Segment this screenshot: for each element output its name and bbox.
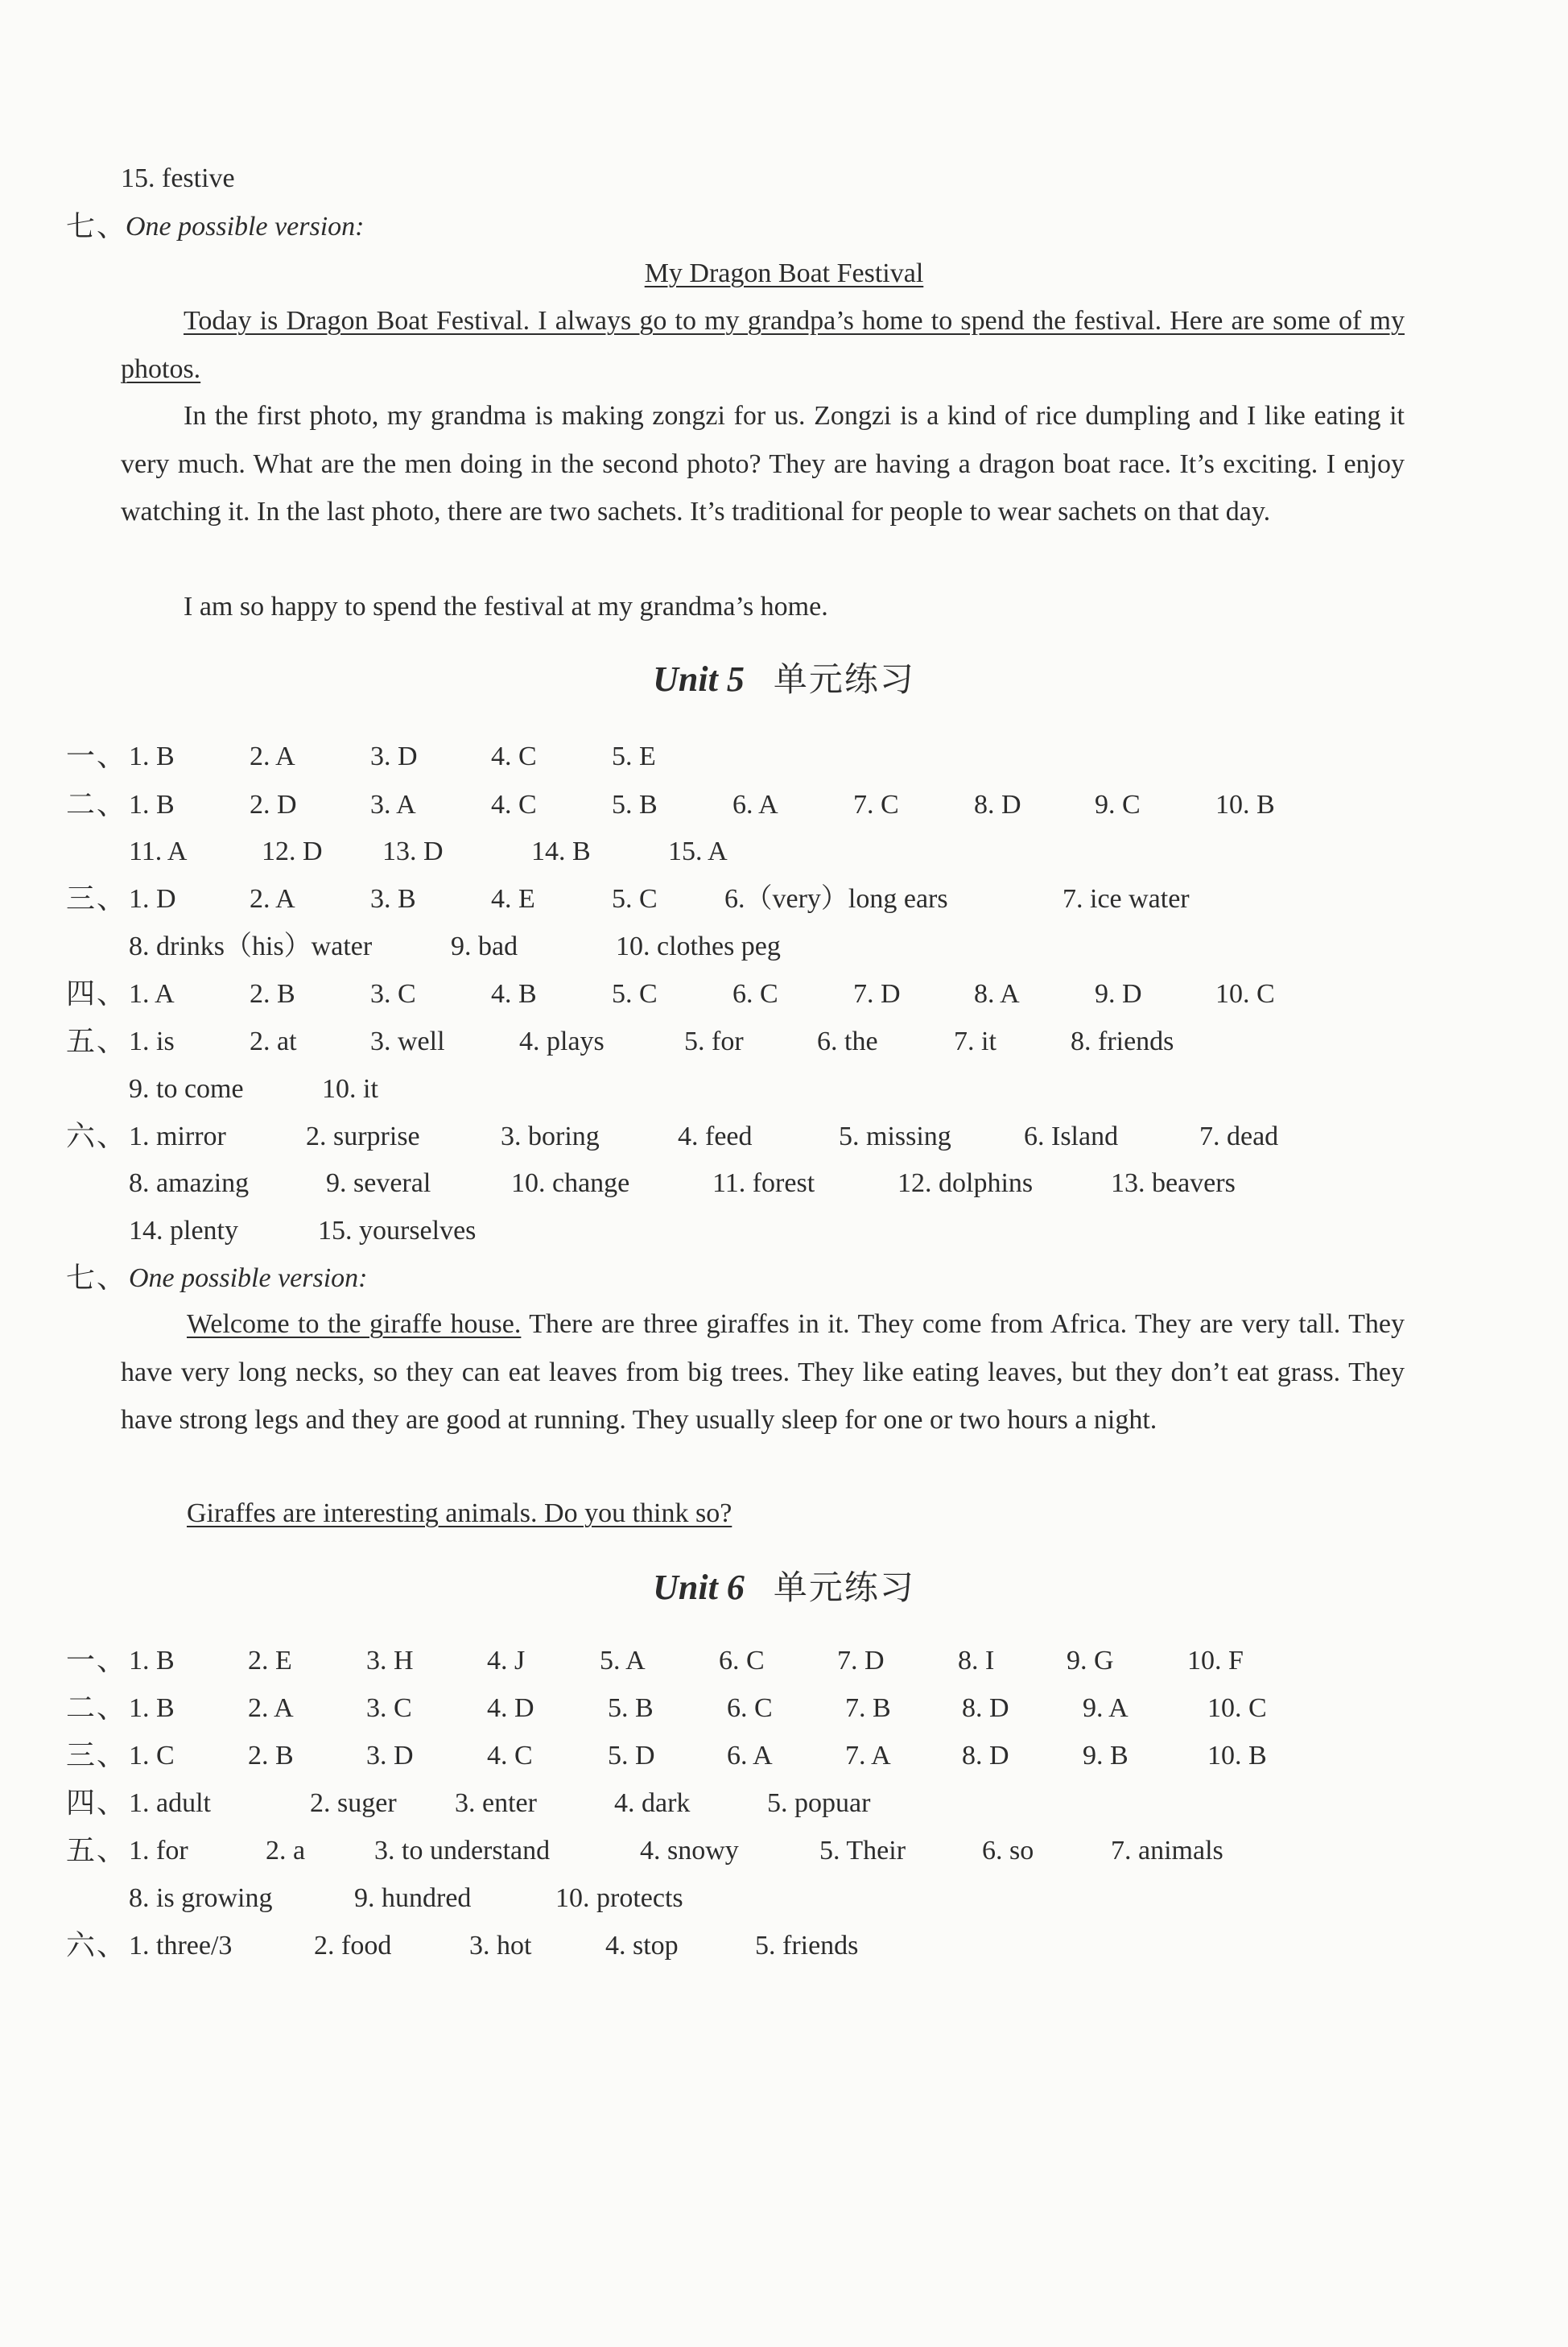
answer-item: 8. D <box>962 1693 1009 1723</box>
answer-item: 3. A <box>370 790 416 820</box>
unit-5-essay-closing: Giraffes are interesting animals. Do you think so? <box>187 1498 732 1528</box>
answer-item: 4. C <box>491 790 537 820</box>
answer-item: 1. B <box>129 790 175 820</box>
answer-item: 12. D <box>262 837 323 866</box>
answer-item: 15. yourselves <box>318 1216 477 1246</box>
unit-5-cn-title: 单元练习 <box>773 659 915 699</box>
answer-item: 8. drinks（his）water <box>129 932 373 961</box>
answer-item: 7. dead <box>1199 1122 1279 1151</box>
answer-item: 6. A <box>727 1741 773 1771</box>
answer-item: 7. D <box>853 979 901 1009</box>
answer-item: 11. A <box>129 837 188 866</box>
answer-item: 4. snowy <box>640 1836 739 1866</box>
answer-item: 5. popuar <box>767 1788 871 1818</box>
answer-item: 13. D <box>382 837 444 866</box>
answer-item: 4. J <box>487 1646 526 1676</box>
answer-item: 3. well <box>370 1027 445 1056</box>
answer-item: 9. A <box>1083 1693 1129 1723</box>
answer-item: 3. to understand <box>374 1836 551 1866</box>
unit6-section-marker-1: 一、 <box>66 1644 128 1677</box>
answer-item: 10. B <box>1207 1741 1267 1771</box>
answer-item: 5. C <box>612 979 658 1009</box>
answer-item: 5. friends <box>755 1931 859 1961</box>
unit-5-essay-opening: Welcome to the giraffe house. <box>187 1309 522 1339</box>
unit6-section-marker-5: 五、 <box>66 1834 128 1867</box>
essay-paragraph-1 <box>121 297 1405 393</box>
answer-item: 3. C <box>370 979 416 1009</box>
answer-item: 4. B <box>491 979 537 1009</box>
answer-item: 8. D <box>962 1741 1009 1771</box>
answer-item: 13. beavers <box>1111 1168 1236 1198</box>
answer-item: 8. amazing <box>129 1168 250 1198</box>
unit5-section-marker-4: 四、 <box>66 977 128 1010</box>
answer-item: 10. it <box>322 1074 378 1104</box>
answer-item: 14. plenty <box>129 1216 238 1246</box>
unit-5-section-marker-seven: 七、 <box>66 1262 128 1295</box>
answer-item: 2. B <box>248 1741 294 1771</box>
answer-item: 9. G <box>1067 1646 1114 1676</box>
answer-item: 1. B <box>129 1646 175 1676</box>
answer-item: 2. surprise <box>306 1122 420 1151</box>
answer-item: 2. a <box>266 1836 306 1866</box>
answer-item: 9. B <box>1083 1741 1129 1771</box>
answer-item: 14. B <box>531 837 591 866</box>
answer-item: 11. forest <box>712 1168 815 1198</box>
answer-item: 10. clothes peg <box>616 932 781 961</box>
unit-5-essay-paragraph-1 <box>121 1300 1405 1444</box>
answer-item: 10. B <box>1215 790 1275 820</box>
answer-item: 2. food <box>314 1931 392 1961</box>
answer-item: 1. C <box>129 1741 175 1771</box>
answer-item: 6. C <box>719 1646 765 1676</box>
answer-item: 3. boring <box>501 1122 600 1151</box>
answer-item: 9. several <box>326 1168 431 1198</box>
essay-title: My Dragon Boat Festival <box>644 258 924 288</box>
unit6-section-marker-3: 三、 <box>66 1739 128 1772</box>
answer-item: 3. enter <box>455 1788 537 1818</box>
answer-item: 10. C <box>1215 979 1275 1009</box>
unit-6-cn-title: 单元练习 <box>773 1568 915 1607</box>
answer-item: 5. B <box>608 1693 654 1723</box>
answer-item: 8. is growing <box>129 1883 273 1913</box>
answer-item: 10. change <box>511 1168 630 1198</box>
answer-item: 9. C <box>1095 790 1141 820</box>
answer-item: 7. D <box>837 1646 885 1676</box>
unit-5-label: Unit 5 <box>653 659 745 699</box>
answer-item: 2. A <box>250 884 295 914</box>
answer-item: 5. C <box>612 884 658 914</box>
unit-5-possible-version-label: One possible version: <box>129 1263 368 1293</box>
unit-5-heading <box>0 659 1568 700</box>
answer-item: 6. A <box>732 790 778 820</box>
answer-item: 12. dolphins <box>897 1168 1034 1198</box>
answer-item-15: 15. festive <box>121 163 235 193</box>
unit-5-essay-paragraph-2 <box>121 1490 1405 1538</box>
answer-item: 7. A <box>845 1741 891 1771</box>
unit-5-essay-body: There are three giraffes in it. They come from Africa. They are very tall. They have very long necks, so they can eat leaves from big trees. They like eating leaves, but they don’t eat grass. They have strong legs and they are good at running. They usually sleep for one or two hours a night. <box>121 1309 1405 1435</box>
answer-item: 7. C <box>853 790 899 820</box>
unit6-section-marker-6: 六、 <box>66 1929 128 1962</box>
answer-item: 1. adult <box>129 1788 211 1818</box>
answer-item: 6. the <box>817 1027 878 1056</box>
possible-version-label: One possible version: <box>126 212 365 242</box>
answer-item: 5. for <box>684 1027 744 1056</box>
answer-item: 7. ice water <box>1063 884 1190 914</box>
essay-paragraph-3: I am so happy to spend the festival at my grandma’s home. <box>184 592 828 622</box>
answer-item: 7. B <box>845 1693 891 1723</box>
answer-item: 2. E <box>248 1646 292 1676</box>
answer-item: 8. A <box>974 979 1020 1009</box>
answer-item: 10. F <box>1187 1646 1244 1676</box>
essay-opening-sentence: Today is Dragon Boat Festival. I always go to my grandpa’s home to spend the festival. Here are some of my photos. <box>121 306 1405 384</box>
answer-item: 5. missing <box>839 1122 951 1151</box>
unit5-section-marker-1: 一、 <box>66 740 128 773</box>
answer-item: 4. plays <box>519 1027 605 1056</box>
answer-item: 8. friends <box>1071 1027 1174 1056</box>
answer-item: 6. so <box>982 1836 1034 1866</box>
unit5-section-marker-5: 五、 <box>66 1025 128 1058</box>
answer-item: 1. D <box>129 884 176 914</box>
answer-item: 5. B <box>612 790 658 820</box>
answer-item: 4. C <box>487 1741 533 1771</box>
answer-item: 3. D <box>370 742 418 771</box>
answer-item: 2. A <box>248 1693 294 1723</box>
answer-item: 6. C <box>727 1693 773 1723</box>
answer-item: 2. at <box>250 1027 297 1056</box>
answer-item: 3. C <box>366 1693 412 1723</box>
answer-item: 1. A <box>129 979 175 1009</box>
answer-item: 4. D <box>487 1693 534 1723</box>
answer-item: 4. feed <box>678 1122 753 1151</box>
section-marker-seven: 七、 <box>66 210 128 243</box>
answer-item: 9. D <box>1095 979 1142 1009</box>
answer-item: 9. hundred <box>354 1883 472 1913</box>
answer-item: 1. three/3 <box>129 1931 233 1961</box>
answer-item: 6. Island <box>1024 1122 1119 1151</box>
answer-item: 3. B <box>370 884 416 914</box>
answer-item: 1. B <box>129 1693 175 1723</box>
answer-item: 1. B <box>129 742 175 771</box>
answer-item: 5. D <box>608 1741 655 1771</box>
answer-item: 2. B <box>250 979 295 1009</box>
unit-6-heading <box>0 1567 1568 1609</box>
answer-item: 10. protects <box>555 1883 683 1913</box>
answer-item: 7. animals <box>1111 1836 1223 1866</box>
essay-paragraph-2: In the first photo, my grandma is making zongzi for us. Zongzi is a kind of rice dumpling and I like eating it very much. What are the men doing in the second photo? They are having a dragon boat race. It’s exciting. I enjoy watching it. In the last photo, there are two sachets. It’s traditional for people to wear sachets on that day. <box>121 401 1405 527</box>
answer-item: 1. is <box>129 1027 175 1056</box>
answer-item: 7. it <box>954 1027 997 1056</box>
unit5-section-marker-2: 二、 <box>66 788 128 821</box>
unit6-section-marker-4: 四、 <box>66 1787 128 1820</box>
answer-item: 6.（very）long ears <box>724 884 948 914</box>
answer-item: 5. E <box>612 742 656 771</box>
answer-item: 15. A <box>668 837 728 866</box>
answer-item: 3. D <box>366 1741 414 1771</box>
answer-item: 3. H <box>366 1646 414 1676</box>
unit6-section-marker-2: 二、 <box>66 1692 128 1725</box>
unit5-section-marker-6: 六、 <box>66 1120 128 1153</box>
answer-item: 10. C <box>1207 1693 1267 1723</box>
answer-item: 6. C <box>732 979 778 1009</box>
answer-item: 4. stop <box>605 1931 679 1961</box>
answer-item: 3. hot <box>469 1931 532 1961</box>
answer-item: 5. A <box>600 1646 646 1676</box>
answer-item: 4. E <box>491 884 535 914</box>
answer-item: 4. C <box>491 742 537 771</box>
answer-item: 2. D <box>250 790 297 820</box>
answer-item: 1. for <box>129 1836 188 1866</box>
unit5-section-marker-3: 三、 <box>66 882 128 915</box>
answer-item: 8. I <box>958 1646 995 1676</box>
answer-item: 1. mirror <box>129 1122 226 1151</box>
unit-6-label: Unit 6 <box>653 1568 745 1607</box>
answer-item: 2. A <box>250 742 295 771</box>
answer-item: 4. dark <box>614 1788 691 1818</box>
answer-item: 9. to come <box>129 1074 244 1104</box>
answer-item: 5. Their <box>819 1836 906 1866</box>
answer-item: 2. suger <box>310 1788 397 1818</box>
answer-item: 8. D <box>974 790 1021 820</box>
answer-item: 9. bad <box>451 932 518 961</box>
